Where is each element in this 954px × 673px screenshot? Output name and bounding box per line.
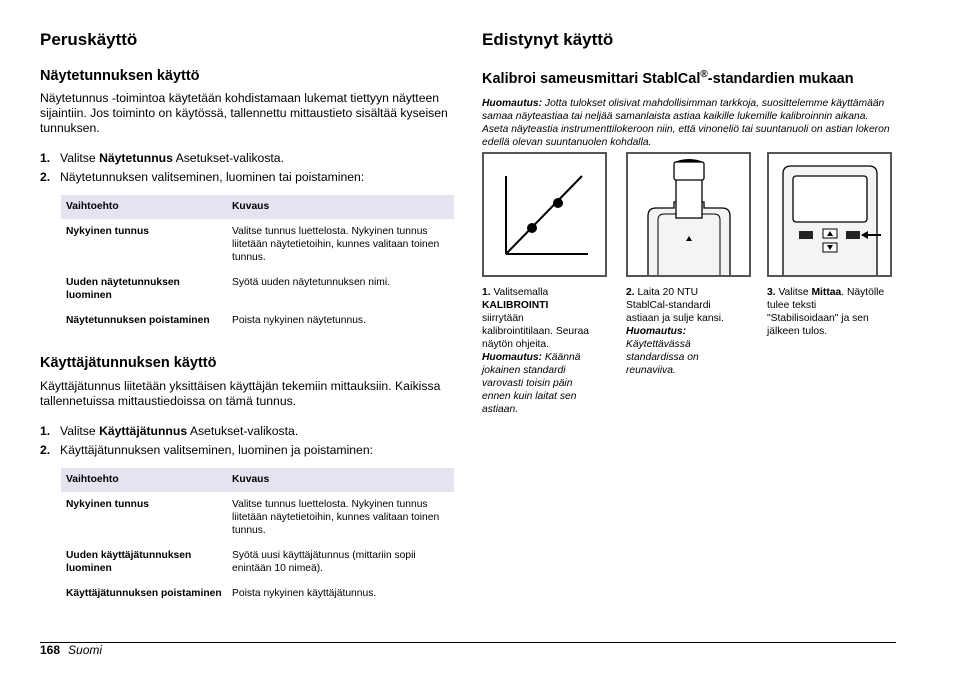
section-intro-user-id: Käyttäjätunnus liitetään yksittäisen käyttäjän tekemiin mittauksiin. Kaikissa tallennetuissa mittaustiedoissa on tämä tunnus. bbox=[40, 379, 441, 408]
figure-calibration-graph bbox=[482, 152, 607, 277]
instrument-vial-icon bbox=[628, 154, 749, 275]
step-item: 1. Valitse Käyttäjätunnus Asetukset-valikosta. bbox=[40, 424, 299, 438]
figure-measure-screen bbox=[767, 152, 892, 277]
section-intro-sample-id: Näytetunnus -toimintoa käytetään kohdistamaan lukemat tiettyyn näytteen sijaintiin. Jos toiminto on käytössä, tallennettu mittaustieto sisältää kyseisen tunnuksen. bbox=[40, 91, 448, 135]
calibration-note: Huomautus: Jotta tulokset olisivat mahdollisimman tarkkoja, suosittelemme käyttämään samaa näyteastiaa tai neljää samanlaista astiaa kaikille lukemille kalibroinnin aikana. Aseta näyteastia instrumenttilokeroon niin, että vinoneliö tai suuntanuoli on astian lokeron edellä olevan suuntanuolen kohdalla. bbox=[482, 97, 890, 148]
right-column bbox=[482, 28, 897, 415]
page-heading-advanced: Edistynyt käyttö bbox=[482, 30, 614, 49]
steps-user-id bbox=[40, 424, 458, 458]
page-number: 168 bbox=[40, 643, 61, 657]
table-row: Näytetunnuksen poistaminen Poista nykyinen näytetunnus. bbox=[66, 315, 366, 326]
footer-divider bbox=[40, 642, 896, 643]
left-column bbox=[40, 28, 458, 606]
section-title-sample-id: Näytetunnuksen käyttö bbox=[40, 68, 200, 84]
step-item: 2. Käyttäjätunnuksen valitseminen, luominen ja poistaminen: bbox=[40, 443, 373, 457]
caption-step-3: 3. Valitse Mittaa. Näytölle tulee teksti "Stabilisoidaan" ja sen jälkeen tulos. bbox=[767, 287, 885, 337]
footer-language: Suomi bbox=[68, 643, 103, 657]
page-heading-basic: Peruskäyttö bbox=[40, 30, 138, 49]
figure-insert-vial bbox=[626, 152, 751, 277]
section-title-user-id: Käyttäjätunnuksen käyttö bbox=[40, 355, 217, 371]
instrument-display-icon bbox=[769, 154, 890, 275]
caption-step-1: 1. Valitsemalla KALIBROINTI siirrytään kalibrointitilaan. Seuraa näytön ohjeita. Huomautus: Käännä jokainen standardi varovasti toisin päin ennen kuin laitat sen astiaan. bbox=[482, 287, 590, 415]
table-header-row: Vaihtoehto Kuvaus bbox=[61, 468, 454, 492]
step-item: 2. Näytetunnuksen valitseminen, luominen tai poistaminen: bbox=[40, 170, 365, 184]
section-title-calibration: Kalibroi sameusmittari StablCal®-standardien mukaan bbox=[482, 69, 854, 87]
options-table-user-id bbox=[61, 468, 454, 606]
options-table-sample-id bbox=[61, 195, 454, 333]
table-row: Uuden käyttäjätunnuksen luominen Syötä uusi käyttäjätunnus (mittariin sopii enintään 10 nimeä). bbox=[66, 550, 416, 574]
calibration-graph-icon bbox=[484, 154, 605, 275]
table-header-row: Vaihtoehto Kuvaus bbox=[61, 195, 454, 219]
caption-step-2: 2. Laita 20 NTU StablCal-standardi astiaan ja sulje kansi. Huomautus: Käytettävässä standardissa on reunaviiva. bbox=[626, 287, 724, 376]
table-row: Uuden näytetunnuksen luominen Syötä uuden näytetunnuksen nimi. bbox=[66, 277, 390, 301]
step-item: 1. Valitse Näytetunnus Asetukset-valikosta. bbox=[40, 151, 284, 165]
table-row: Nykyinen tunnus Valitse tunnus luettelosta. Nykyinen tunnus liitetään näytetietoihin, kunnes valitaan toinen tunnus. bbox=[66, 226, 440, 263]
page-footer bbox=[40, 643, 102, 657]
table-row: Nykyinen tunnus Valitse tunnus luettelosta. Nykyinen tunnus liitetään näytetietoihin, kunnes valitaan toinen tunnus. bbox=[66, 499, 440, 536]
table-row: Käyttäjätunnuksen poistaminen Poista nykyinen käyttäjätunnus. bbox=[66, 588, 377, 599]
steps-sample-id bbox=[40, 151, 458, 185]
